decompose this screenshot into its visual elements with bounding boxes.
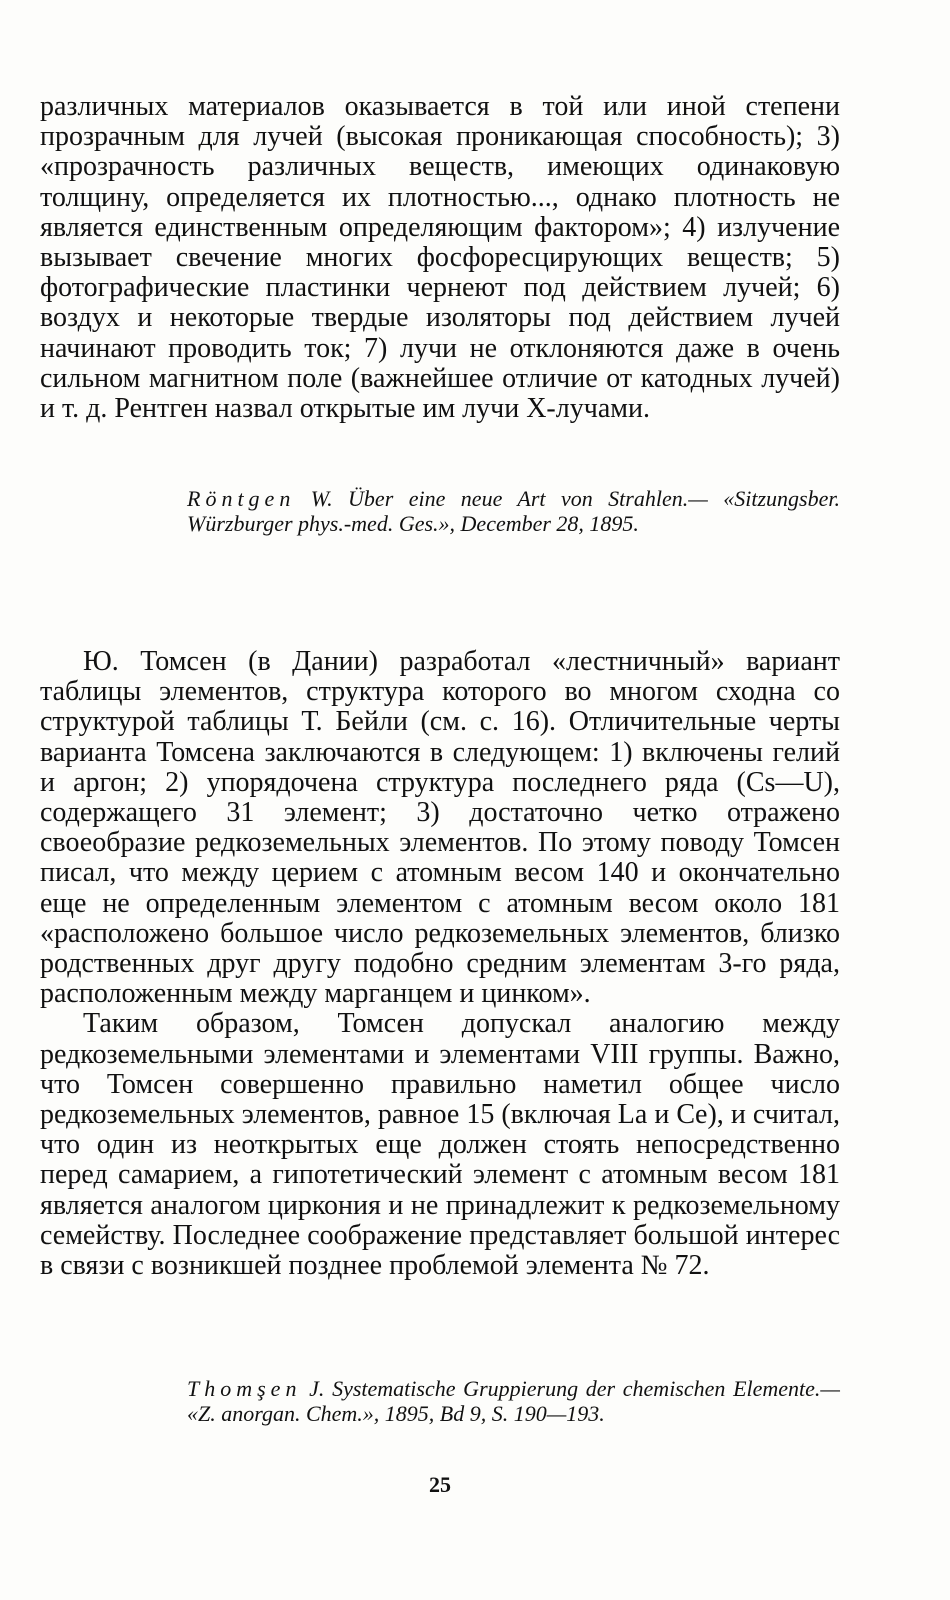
reference-thomsen [187, 1376, 840, 1426]
text-block-1 [40, 92, 840, 424]
paragraph-roentgen-properties: различных материалов оказывается в той или иной степени прозрачным для лучей (высокая проникающая способность); 3) «прозрачность различных веществ, имеющих одинаковую толщину, определяется их плотностью..., однако плотность не является единственным определяющим фактором»; 4) излучение вызывает свечение многих фосфоресцирующих веществ; 5) фотографические пластинки чернеют под действием лучей; 6) воздух и некоторые твердые изоляторы под действием лучей начинают проводить ток; 7) лучи не отклоняются даже в очень сильном магнитном поле (важнейшее отличие от катодных лучей) и т. д. Рентген назвал открытые им лучи X-лучами. [40, 91, 840, 425]
page-number: 25 [429, 1472, 451, 1497]
paragraph-thomsen-rare-earths: Таким образом, Томсен допускал аналогию между редкоземельными элементами и элементами VIII группы. Важно, что Томсен совершенно правильно наметил общее число редкоземельных элементов, равное 15 (включая La и Ce), и считал, что один из неоткрытых еще должен стоять непосредственно перед самарием, а гипотетический элемент с атомным весом 181 является аналогом циркония и не принадлежит к редкоземельному семейству. Последнее соображение представляет большой интерес в связи с возникшей позднее проблемой элемента № 72. [40, 1008, 840, 1282]
reference-roentgen [187, 486, 840, 536]
reference-author: Thomşen [187, 1376, 302, 1401]
text-block-2 [40, 647, 840, 1281]
reference-details: J. Systematische Gruppierung der chemischen Elemente.— «Z. anorgan. Chem.», 1895, Bd 9, S. 190—193. [187, 1376, 840, 1426]
reference-author: Röntgen [187, 486, 296, 511]
paragraph-thomsen-table: Ю. Томсен (в Дании) разработал «лестничный» вариант таблицы элементов, структура которого во многом сходна со структурой таблицы Т. Бейли (см. с. 16). Отличительные черты варианта Томсена заключаются в следующем: 1) включены гелий и аргон; 2) упорядочена структура последнего ряда (Cs—U), содержащего 31 элемент; 3) достаточно четко отражено своеобразие редкоземельных элементов. По этому поводу Томсен писал, что между церием с атомным весом 140 и окончательно еще не определенным элементом с атомным весом около 181 «расположено большое число редкоземельных элементов, близко родственных друг другу подобно средним элементам 3-го ряда, расположенным между марганцем и цинком». [40, 646, 840, 1010]
reference-details: W. Über eine neue Art von Strahlen.— «Sitzungsber. Würzburger phys.-med. Ges.», December 28, 1895. [187, 486, 840, 536]
